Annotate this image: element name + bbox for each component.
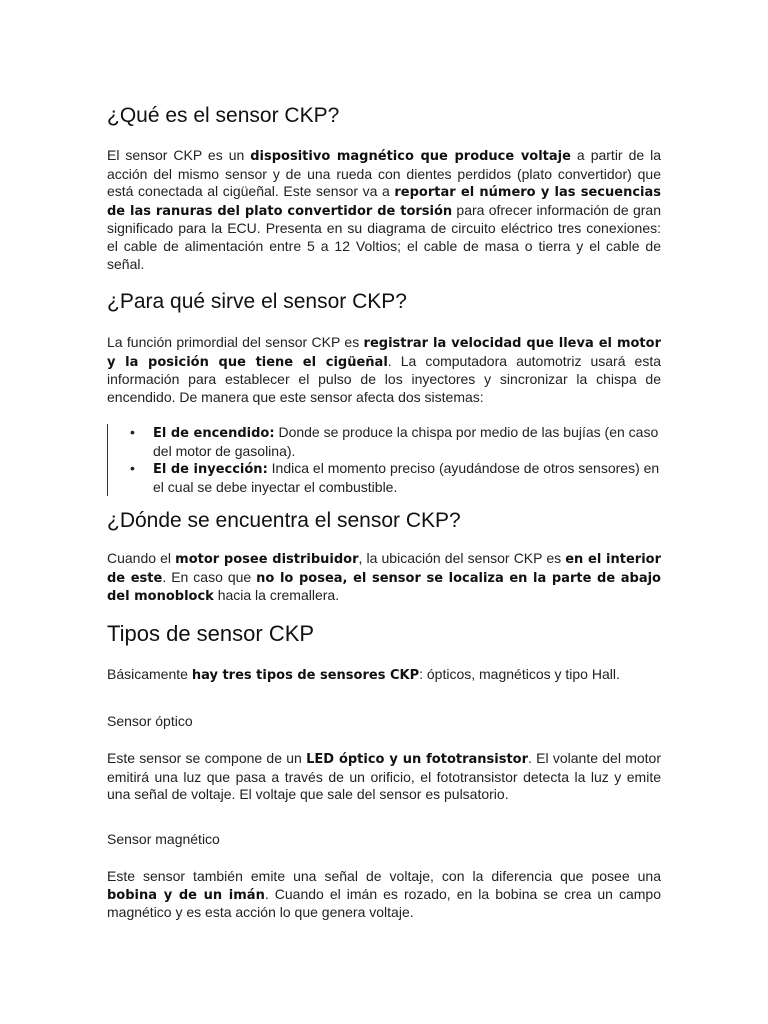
- subheading-sensor-optico: Sensor óptico: [107, 713, 193, 729]
- text-run: . La computadora automotriz usará esta información para establecer el pulso de los inyectores y sincronizar la chispa de encendido. De manera que este sensor afecta dos sistemas:: [107, 352, 662, 405]
- heading-para-que-sirve: ¿Para qué sirve el sensor CKP?: [107, 290, 407, 313]
- text-run: Indica el momento preciso (ayudándose de otros sensores) en el cual se debe inyectar el combustible.: [153, 460, 660, 495]
- bullet-icon: •: [130, 424, 135, 440]
- bullet-icon: •: [130, 460, 135, 477]
- paragraph-sensor-optico: [107, 750, 661, 804]
- text-run: : ópticos, magnéticos y tipo Hall.: [419, 666, 620, 682]
- paragraph-donde-se-encuentra: [107, 550, 661, 606]
- text-run: . Cuando el imán es rozado, en la bobina se crea un campo magnético y es esta acción lo que genera voltaje.: [107, 885, 662, 921]
- bold-text: bobina y de un imán: [107, 887, 265, 903]
- text-run: . El volante del motor emitirá una luz que pasa a través de un orificio, el fototransistor detecta la luz y emite una señal de voltaje. El voltaje que sale del sensor es pulsatorio.: [107, 750, 661, 803]
- text-run: hacia la cremallera.: [213, 587, 340, 604]
- paragraph-para-que-sirve: [107, 334, 661, 406]
- bold-text: El de inyección:: [153, 462, 268, 478]
- text-run: El sensor CKP es un: [107, 147, 251, 163]
- heading-tipos: Tipos de sensor CKP: [107, 621, 315, 646]
- bold-text: no lo posea, el sensor se localiza en la parte de abajo del monoblock: [107, 570, 661, 605]
- bold-text: LED óptico y un fototransistor: [306, 752, 529, 767]
- bold-text: dispositivo magnético que produce voltaje: [250, 149, 571, 164]
- bold-text: en el interior de este: [107, 552, 661, 586]
- text-run: a partir de la acción del mismo sensor y de una rueda con dientes perdidos (plato convertidor) que está conectada al cigüeñal. Este sensor va a: [107, 147, 662, 200]
- heading-donde-se-encuentra: ¿Dónde se encuentra el sensor CKP?: [107, 509, 461, 532]
- bold-text: registrar la velocidad que lleva el motor y la posición que tiene el cigüeñal: [107, 336, 661, 370]
- bold-text: reportar el número y las secuencias de las ranuras del plato convertidor de torsión: [107, 185, 661, 219]
- bold-text: El de encendido:: [153, 426, 275, 441]
- text-run: La función primordial del sensor CKP es: [107, 334, 364, 350]
- bold-text: hay tres tipos de sensores CKP: [191, 668, 420, 683]
- bold-text: motor posee distribuidor: [175, 552, 359, 567]
- subheading-sensor-magnetico: Sensor magnético: [107, 831, 220, 847]
- text-run: Donde se produce la chispa por medio de las bujías (en caso del motor de gasolina).: [153, 424, 659, 459]
- systems-list: [107, 424, 662, 496]
- text-run: Este sensor también emite una señal de voltaje, con la diferencia que posee una: [107, 868, 661, 884]
- text-run: , la ubicación del sensor CKP es: [358, 550, 566, 566]
- text-run: . En caso que: [162, 568, 257, 585]
- heading-que-es: ¿Qué es el sensor CKP?: [107, 104, 340, 127]
- text-run: Cuando el: [107, 550, 176, 566]
- text-run: para ofrecer información de gran significado para la ECU. Presenta en su diagrama de circuito eléctrico tres conexiones: el cable de alimentación entre 5 a 12 Voltios; el cable de masa o tierra y el cable de señal.: [107, 201, 661, 272]
- text-run: Básicamente: [107, 666, 192, 682]
- paragraph-que-es: [107, 147, 661, 273]
- list-item: [121, 424, 662, 460]
- list-item: [121, 460, 662, 496]
- paragraph-sensor-magnetico: [107, 868, 661, 922]
- paragraph-tipos-intro: [107, 666, 661, 685]
- text-run: Este sensor se compone de un: [107, 750, 307, 766]
